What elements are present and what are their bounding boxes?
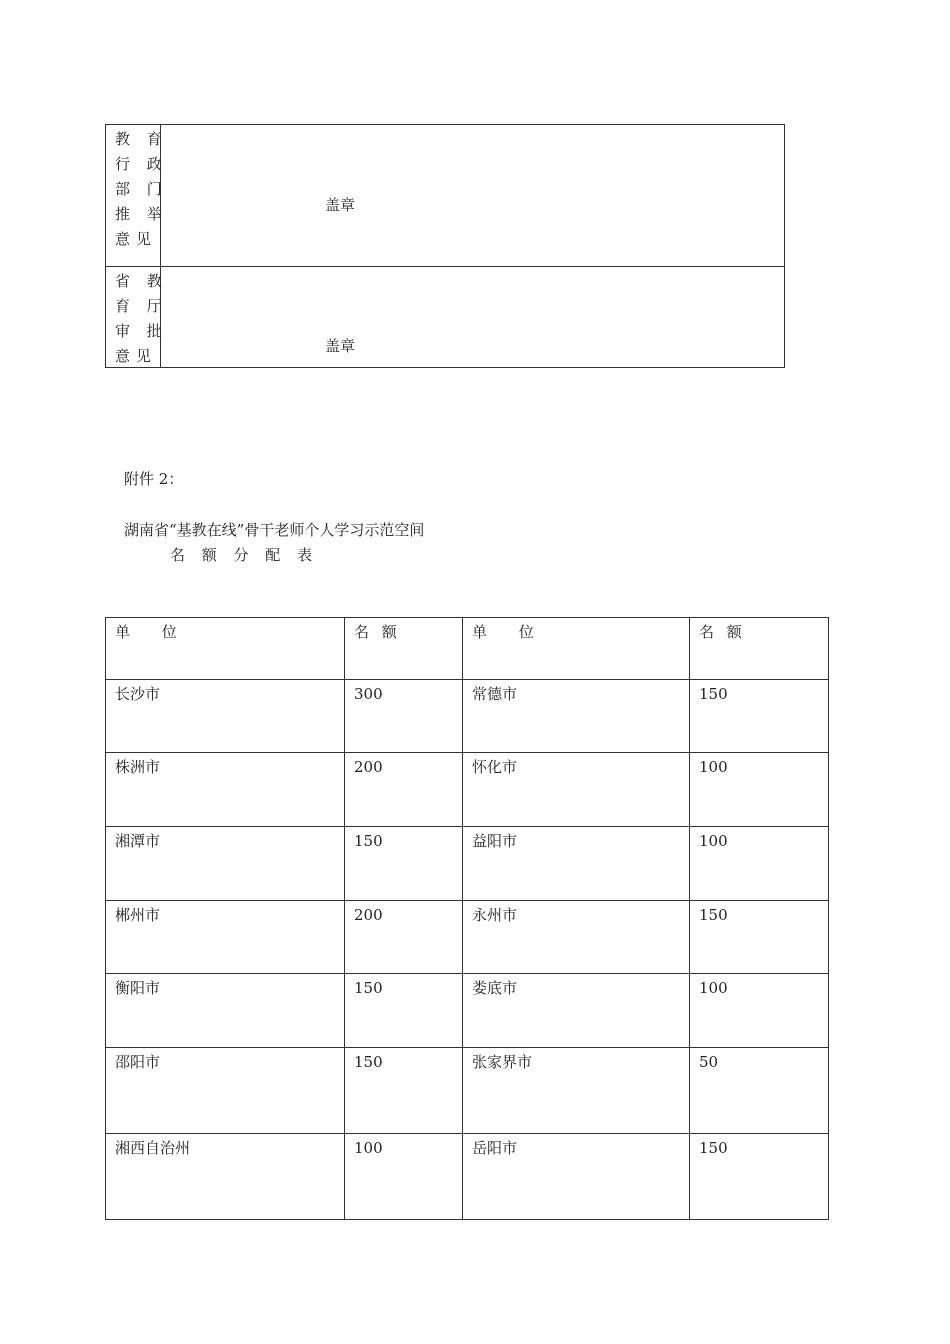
table-row: [106, 680, 829, 753]
cell-unit: 湘西自治州: [106, 1134, 345, 1220]
table-row: [106, 974, 829, 1048]
table-row: [106, 1048, 829, 1134]
cell-quota: 150: [345, 827, 463, 901]
cell-unit: 怀化市: [463, 753, 690, 827]
table-row: [106, 753, 829, 827]
label-line: 教 育: [115, 130, 168, 148]
label-line: 审 批: [115, 322, 168, 340]
cell-quota: 100: [690, 974, 829, 1048]
label-line: 部 门: [115, 180, 168, 198]
header-unit: 单 位: [463, 618, 690, 680]
approval-row-education-bureau: [106, 125, 784, 267]
cell-quota: 100: [690, 753, 829, 827]
table-row: [106, 827, 829, 901]
approval-label: [106, 267, 168, 367]
attachment-label: 附件 2：: [124, 470, 184, 488]
label-line: 省 教: [115, 272, 168, 290]
header-unit: 单 位: [106, 618, 345, 680]
document-title: 湖南省“基教在线”骨干老师个人学习示范空间: [124, 521, 425, 539]
header-quota: 名 额: [690, 618, 829, 680]
cell-unit: 永州市: [463, 901, 690, 974]
cell-unit: 娄底市: [463, 974, 690, 1048]
approval-label: [106, 125, 168, 266]
table-row: [106, 901, 829, 974]
cell-unit: 湘潭市: [106, 827, 345, 901]
cell-unit: 张家界市: [463, 1048, 690, 1134]
cell-quota: 150: [690, 901, 829, 974]
cell-unit: 岳阳市: [463, 1134, 690, 1220]
cell-quota: 200: [345, 753, 463, 827]
seal-text: 盖章: [325, 196, 356, 214]
cell-unit: 益阳市: [463, 827, 690, 901]
approval-row-province-department: [106, 267, 784, 367]
table-header-row: [106, 618, 829, 680]
cell-quota: 150: [345, 1048, 463, 1134]
cell-quota: 100: [690, 827, 829, 901]
cell-quota: 200: [345, 901, 463, 974]
cell-quota: 150: [690, 680, 829, 753]
cell-unit: 株洲市: [106, 753, 345, 827]
cell-quota: 150: [690, 1134, 829, 1220]
seal-text: 盖章: [325, 337, 356, 355]
cell-quota: 50: [690, 1048, 829, 1134]
cell-unit: 衡阳市: [106, 974, 345, 1048]
label-line: 育 厅: [115, 297, 168, 315]
cell-unit: 郴州市: [106, 901, 345, 974]
cell-unit: 邵阳市: [106, 1048, 345, 1134]
document-subtitle: 名 额 分 配 表: [170, 546, 319, 564]
cell-quota: 100: [345, 1134, 463, 1220]
table-row: [106, 1134, 829, 1220]
cell-unit: 常德市: [463, 680, 690, 753]
approval-table: [105, 124, 785, 368]
cell-quota: 300: [345, 680, 463, 753]
header-quota: 名 额: [345, 618, 463, 680]
label-line: 意见: [115, 230, 158, 248]
cell-unit: 长沙市: [106, 680, 345, 753]
label-line: 意见: [115, 347, 158, 365]
quota-table: [105, 617, 829, 1220]
cell-quota: 150: [345, 974, 463, 1048]
label-line: 推 举: [115, 205, 168, 223]
label-line: 行 政: [115, 155, 168, 173]
